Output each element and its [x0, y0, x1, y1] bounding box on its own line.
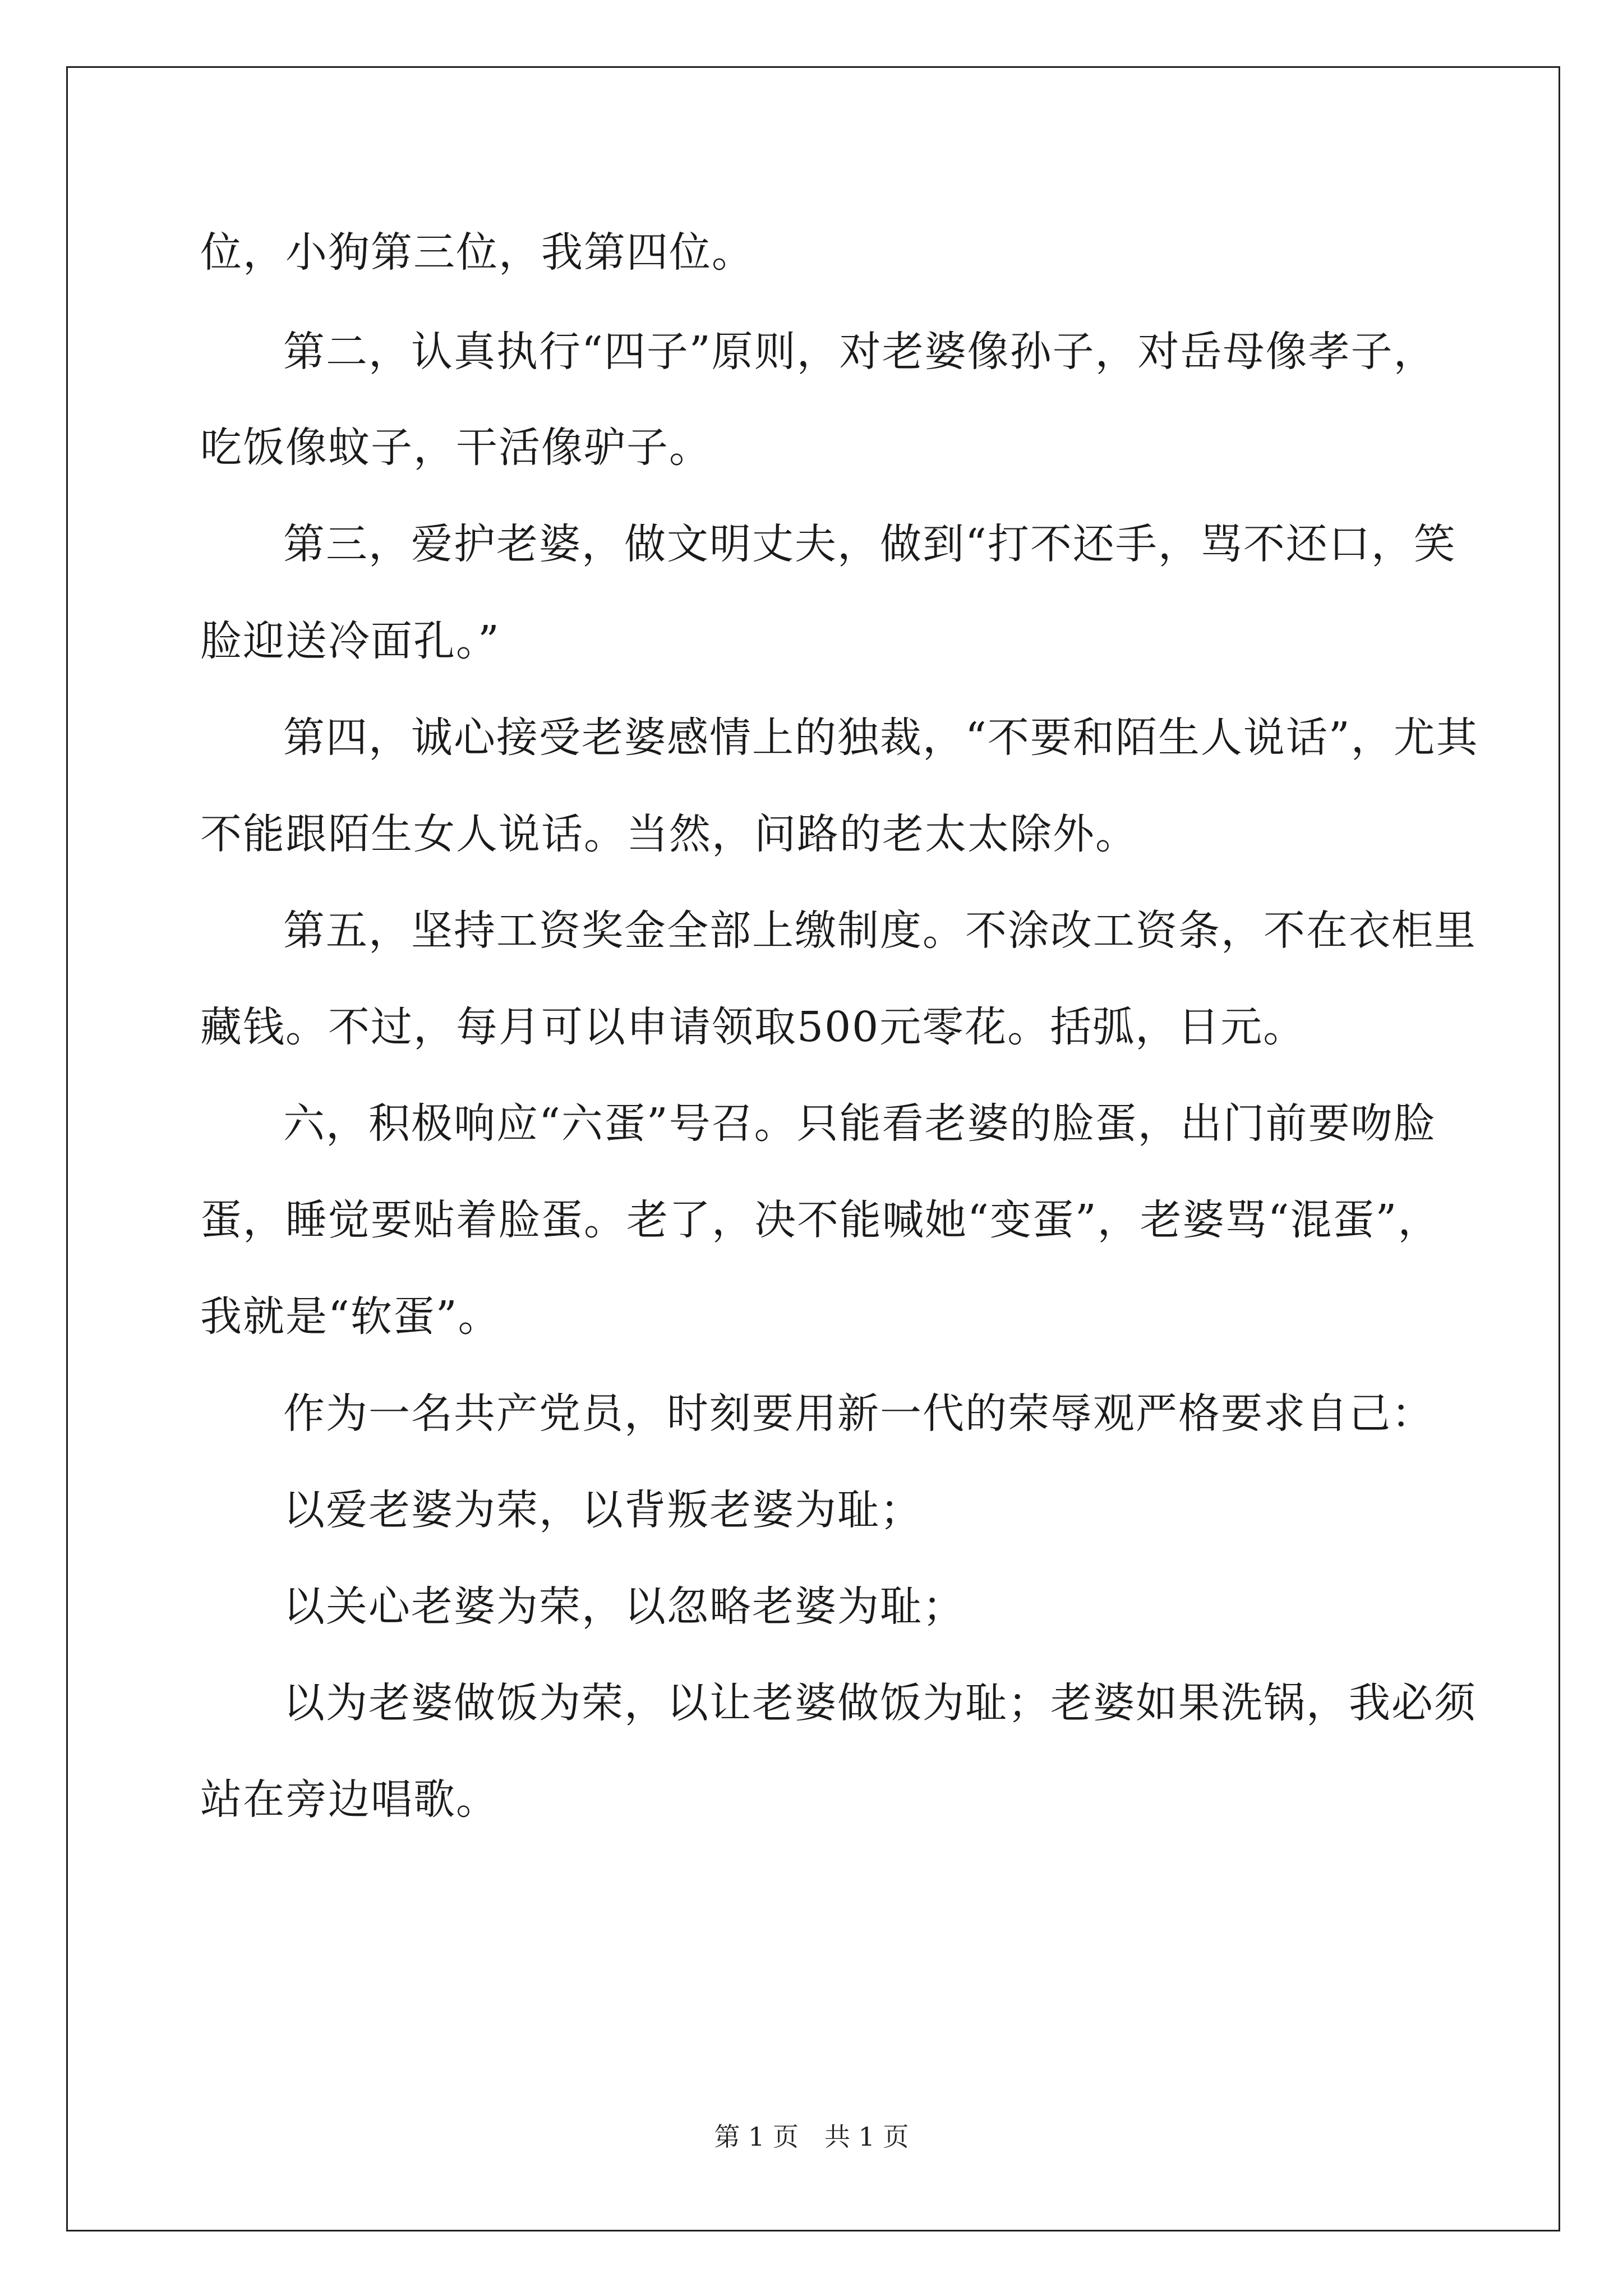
text-line: 以为老婆做饭为荣，以让老婆做饭为耻；老婆如果洗锅，我必须 — [283, 1679, 1477, 1727]
text-line: 第三，爱护老婆，做文明丈夫，做到“打不还手，骂不还口，笑 — [283, 520, 1456, 568]
text-line: 第二，认真执行“四子”原则，对老婆像孙子，对岳母像孝子， — [283, 328, 1436, 376]
text-line: 脸迎送冷面孔。” — [200, 617, 500, 665]
text-line: 第四，诚心接受老婆感情上的独裁，“不要和陌生人说话”，尤其 — [283, 714, 1479, 762]
text-line: 站在旁边唱歌。 — [200, 1775, 499, 1824]
text-line: 作为一名共产党员，时刻要用新一代的荣辱观严格要求自己： — [283, 1389, 1434, 1438]
text-line: 我就是“软蛋”。 — [200, 1292, 501, 1341]
text-line: 位，小狗第三位，我第四位。 — [200, 228, 754, 277]
page-border — [66, 66, 1560, 2231]
text-line: 吃饭像蚊子，干活像驴子。 — [200, 424, 712, 472]
text-line: 藏钱。不过，每月可以申请领取500元零花。括弧，日元。 — [200, 1003, 1306, 1051]
text-line: 第五，坚持工资奖金全部上缴制度。不涂改工资条，不在衣柜里 — [283, 907, 1477, 955]
text-line: 不能跟陌生女人说话。当然，问路的老太太除外。 — [200, 810, 1138, 858]
text-line: 蛋，睡觉要贴着脸蛋。老了，决不能喊她“变蛋”，老婆骂“混蛋”， — [200, 1196, 1441, 1244]
page-number: 第 1 页 共 1 页 — [714, 2122, 909, 2152]
text-line: 以关心老婆为荣，以忽略老婆为耻； — [283, 1582, 965, 1631]
text-line: 六，积极响应“六蛋”号召。只能看老婆的脸蛋，出门前要吻脸 — [283, 1099, 1436, 1148]
text-line: 以爱老婆为荣，以背叛老婆为耻； — [283, 1486, 923, 1534]
